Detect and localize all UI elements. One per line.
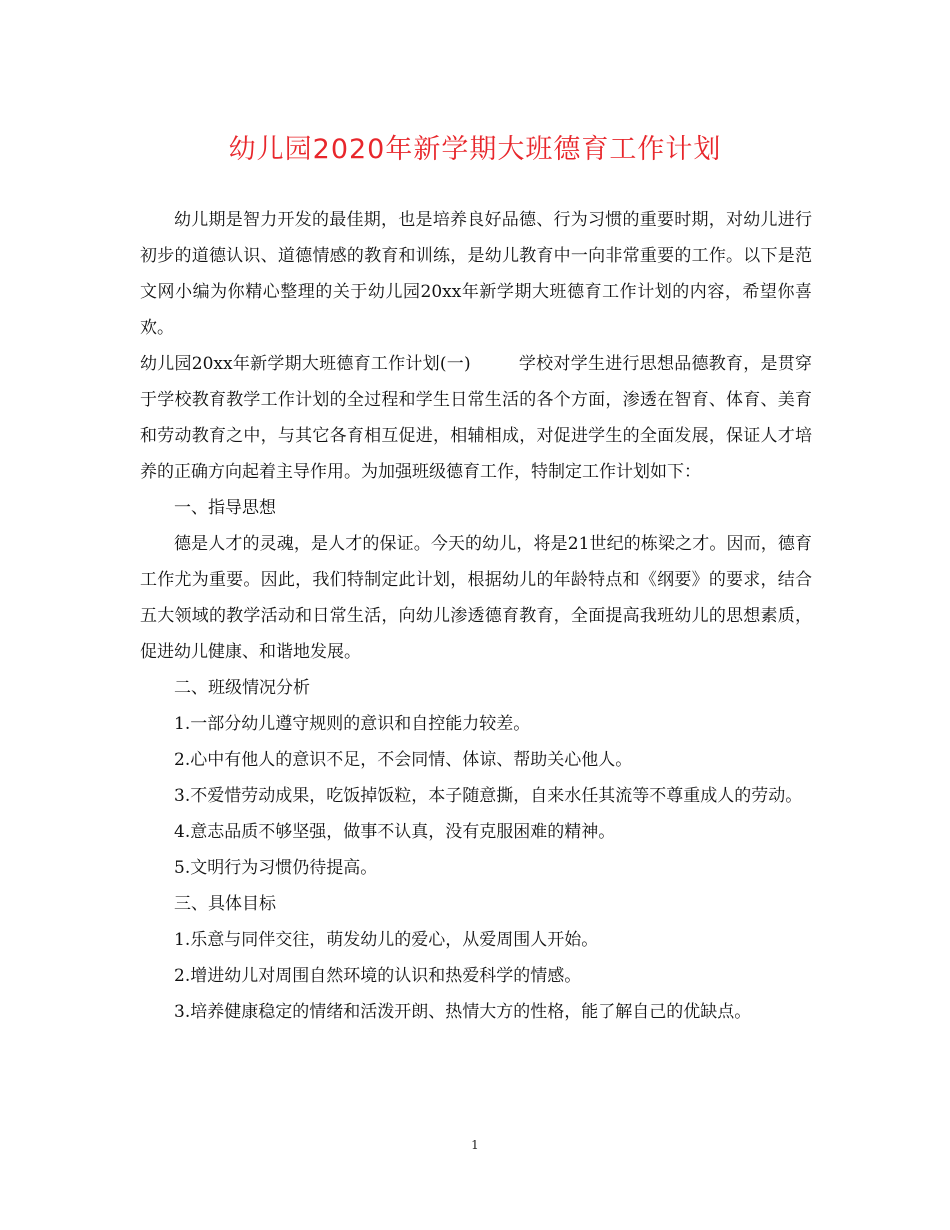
list-item: 2.增进幼儿对周围自然环境的认识和热爱科学的情感。 [174, 966, 582, 986]
document-title: 幼儿园2020年新学期大班德育工作计划 [228, 134, 722, 165]
section-heading-specific-goals: 三、具体目标 [174, 894, 276, 914]
list-item: 2.心中有他人的意识不足，不会同情、体谅、帮助关心他人。 [174, 750, 633, 770]
section-paragraph: 德是人才的灵魂，是人才的保证。今天的幼儿，将是21世纪的栋梁之才。因而，德育工作尤为重要。因此，我们特制定此计划，根据幼儿的年龄特点和《纲要》的要求，结合五大领域的教学活动和日常生活，向幼儿渗透德育教育，全面提高我班幼儿的思想素质，促进幼儿健康、和谐地发展。 [140, 534, 812, 662]
list-item: 3.不爱惜劳动成果，吃饭掉饭粒，本子随意撕，自来水任其流等不尊重成人的劳动。 [174, 786, 803, 806]
plan-heading: 幼儿园20xx年新学期大班德育工作计划(一) [140, 354, 471, 374]
list-item: 1.一部分幼儿遵守规则的意识和自控能力较差。 [174, 714, 531, 734]
plan-intro-paragraph [140, 346, 812, 490]
intro-paragraph: 幼儿期是智力开发的最佳期，也是培养良好品德、行为习惯的重要时期，对幼儿进行初步的道德认识、道德情感的教育和训练，是幼儿教育中一向非常重要的工作。以下是范文网小编为你精心整理的关于幼儿园20xx年新学期大班德育工作计划的内容，希望你喜欢。 [140, 210, 812, 338]
list-item: 1.乐意与同伴交往，萌发幼儿的爱心，从爱周围人开始。 [174, 930, 599, 950]
list-item: 5.文明行为习惯仍待提高。 [174, 858, 378, 878]
list-item: 3.培养健康稳定的情绪和活泼开朗、热情大方的性格，能了解自己的优缺点。 [174, 1002, 752, 1022]
list-item: 4.意志品质不够坚强，做事不认真，没有克服困难的精神。 [174, 822, 616, 842]
section-heading-guiding-ideology: 一、指导思想 [174, 498, 276, 518]
page-number: 1 [471, 1138, 479, 1152]
document-body [140, 202, 812, 1030]
plan-intro-text: 学校对学生进行思想品德教育，是贯穿于学校教育教学工作计划的全过程和学生日常生活的各个方面，渗透在智育、体育、美育和劳动教育之中，与其它各育相互促进，相辅相成，对促进学生的全面发展，保证人才培养的正确方向起着主导作用。为加强班级德育工作，特制定工作计划如下： [140, 354, 813, 482]
section-heading-class-analysis: 二、班级情况分析 [174, 678, 310, 698]
